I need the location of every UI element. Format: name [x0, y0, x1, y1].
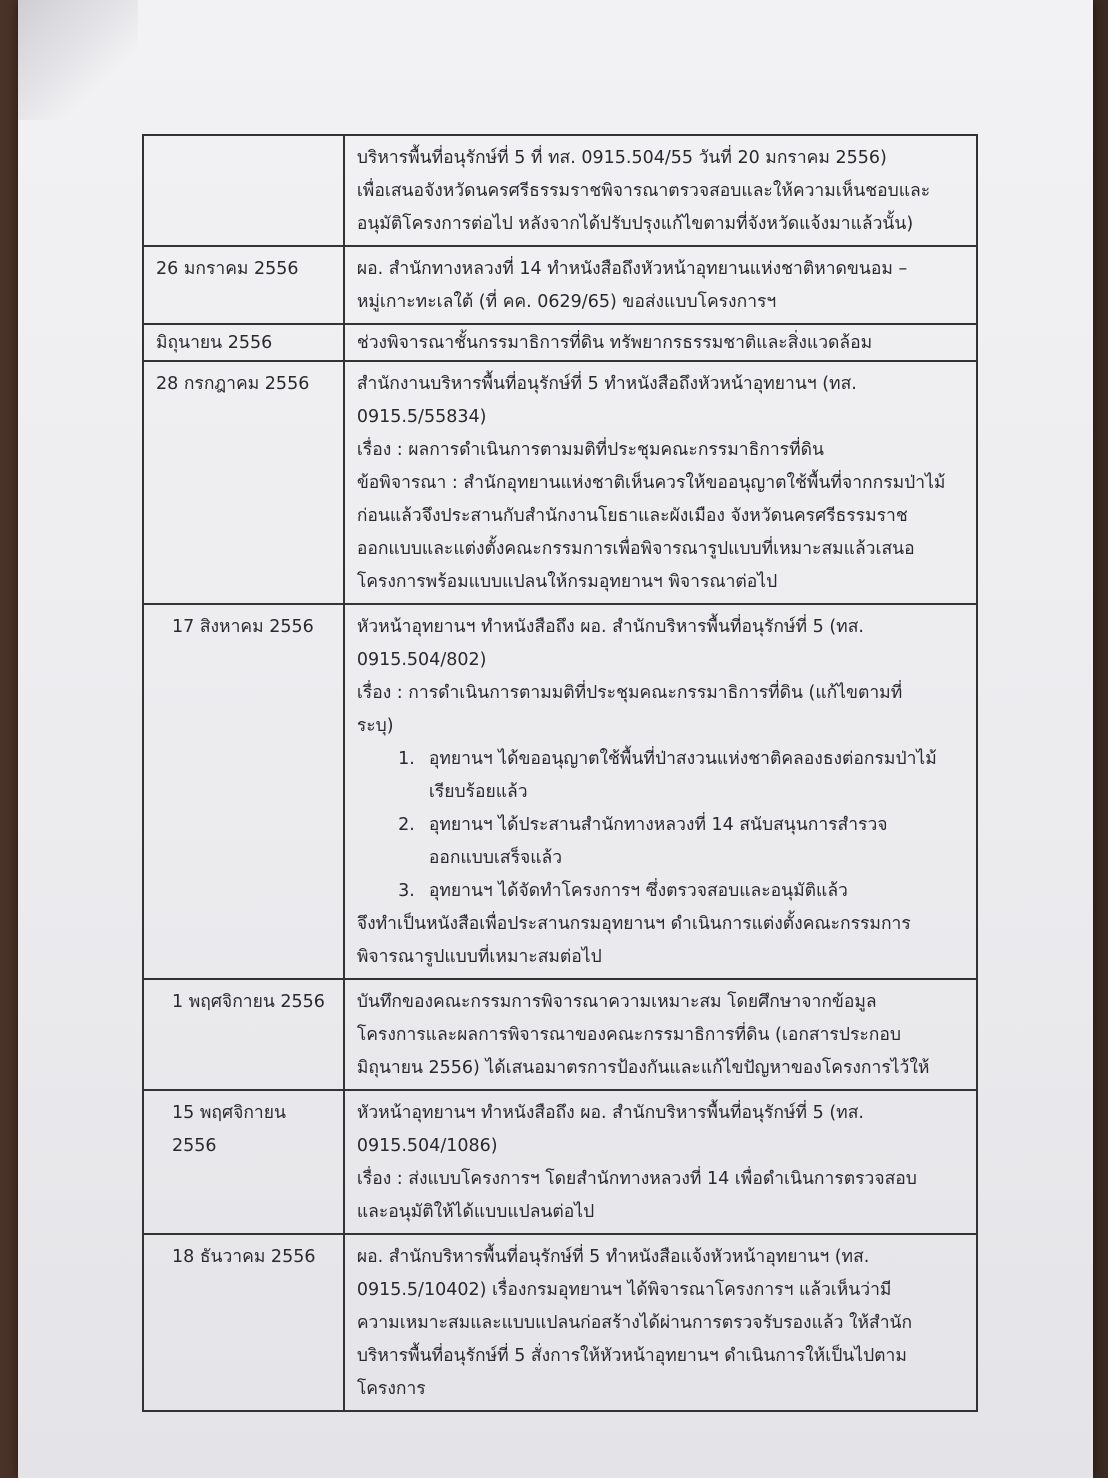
table-row — [143, 1090, 977, 1234]
detail-line: เรื่อง : การดำเนินการตามมติที่ประชุมคณะกรรมาธิการที่ดิน (แก้ไขตามที่ — [356, 683, 903, 703]
detail-line: โครงการ — [356, 1379, 426, 1399]
detail-line: บริหารพื้นที่อนุรักษ์ที่ 5 ที่ ทส. 0915.504/55 วันที่ 20 มกราคม 2556) — [356, 148, 887, 168]
detail-line: และอนุมัติให้ได้แบบแปลนต่อไป — [356, 1202, 595, 1222]
date-cell — [143, 324, 344, 361]
detail-line: พิจารณารูปแบบที่เหมาะสมต่อไป — [356, 947, 602, 967]
detail-line: หัวหน้าอุทยานฯ ทำหนังสือถึง ผอ. สำนักบริหารพื้นที่อนุรักษ์ที่ 5 (ทส. — [356, 617, 864, 637]
detail-line: 0915.504/802) — [356, 650, 487, 670]
detail-line: เรื่อง : ส่งแบบโครงการฯ โดยสำนักทางหลวงที่ 14 เพื่อดำเนินการตรวจสอบ — [356, 1169, 917, 1189]
detail-cell — [344, 604, 977, 979]
table-row — [143, 604, 977, 979]
detail-cell — [344, 246, 977, 324]
date-cell — [143, 135, 344, 246]
detail-line: เรื่อง : ผลการดำเนินการตามมติที่ประชุมคณะกรรมาธิการที่ดิน — [356, 440, 824, 460]
date-text: 2556 — [172, 1136, 217, 1156]
list-item — [357, 875, 966, 908]
date-cell — [143, 1234, 344, 1411]
detail-line: อนุมัติโครงการต่อไป หลังจากได้ปรับปรุงแก้ไขตามที่จังหวัดแจ้งมาแล้วนั้น) — [356, 214, 914, 234]
detail-line: 0915.504/1086) — [356, 1136, 498, 1156]
list-item-line: อุทยานฯ ได้ประสานสำนักทางหลวงที่ 14 สนับสนุนการสำรวจ — [428, 815, 888, 835]
detail-line: เพื่อเสนอจังหวัดนครศรีธรรมราชพิจารณาตรวจสอบและให้ความเห็นชอบและ — [356, 181, 931, 201]
detail-line: ก่อนแล้วจึงประสานกับสำนักงานโยธาและผังเมือง จังหวัดนครศรีธรรมราช — [356, 506, 908, 526]
detail-line: ผอ. สำนักทางหลวงที่ 14 ทำหนังสือถึงหัวหน้าอุทยานแห่งชาติหาดขนอม – — [356, 259, 908, 279]
detail-line: โครงการและผลการพิจารณาของคณะกรรมาธิการที่ดิน (เอกสารประกอบ — [356, 1025, 901, 1045]
date-text: 1 พฤศจิกายน 2556 — [172, 992, 325, 1012]
list-item-line: เรียบร้อยแล้ว — [428, 782, 528, 802]
list-item — [357, 809, 966, 875]
date-text: 18 ธันวาคม 2556 — [172, 1247, 316, 1267]
date-cell — [143, 604, 344, 979]
list-number: 2. — [398, 815, 415, 835]
list-item-line: ออกแบบเสร็จแล้ว — [428, 848, 563, 868]
list-number: 3. — [398, 881, 415, 901]
detail-line: ช่วงพิจารณาชั้นกรรมาธิการที่ดิน ทรัพยากรธรรมชาติและสิ่งแวดล้อม — [356, 333, 873, 353]
numbered-list — [357, 743, 966, 908]
page-fold-corner — [18, 0, 138, 120]
date-text: 15 พฤศจิกายน — [172, 1103, 286, 1123]
detail-cell — [344, 324, 977, 361]
detail-line: ผอ. สำนักบริหารพื้นที่อนุรักษ์ที่ 5 ทำหนังสือแจ้งหัวหน้าอุทยานฯ (ทส. — [356, 1247, 870, 1267]
detail-line: สำนักงานบริหารพื้นที่อนุรักษ์ที่ 5 ทำหนังสือถึงหัวหน้าอุทยานฯ (ทส. — [356, 374, 857, 394]
list-item — [357, 743, 966, 809]
table-row — [143, 361, 977, 604]
detail-line: 0915.5/10402) เรื่องกรมอุทยานฯ ได้พิจารณาโครงการฯ แล้วเห็นว่ามี — [356, 1280, 892, 1300]
detail-cell — [344, 1234, 977, 1411]
table-row — [143, 246, 977, 324]
timeline-table — [142, 134, 978, 1412]
detail-cell — [344, 361, 977, 604]
date-cell — [143, 979, 344, 1090]
date-cell — [143, 1090, 344, 1234]
detail-line: บริหารพื้นที่อนุรักษ์ที่ 5 สั่งการให้หัวหน้าอุทยานฯ ดำเนินการให้เป็นไปตาม — [356, 1346, 907, 1366]
table-row — [143, 324, 977, 361]
list-item-line: อุทยานฯ ได้ขออนุญาตใช้พื้นที่ป่าสงวนแห่งชาติคลองธงต่อกรมป่าไม้ — [428, 749, 937, 769]
detail-line: หัวหน้าอุทยานฯ ทำหนังสือถึง ผอ. สำนักบริหารพื้นที่อนุรักษ์ที่ 5 (ทส. — [356, 1103, 864, 1123]
detail-line: จึงทำเป็นหนังสือเพื่อประสานกรมอุทยานฯ ดำเนินการแต่งตั้งคณะกรรมการ — [356, 914, 911, 934]
date-cell — [143, 361, 344, 604]
detail-line: มิถุนายน 2556) ได้เสนอมาตรการป้องกันและแก้ไขปัญหาของโครงการไว้ให้ — [356, 1058, 930, 1078]
detail-line: ความเหมาะสมและแบบแปลนก่อสร้างได้ผ่านการตรวจรับรองแล้ว ให้สำนัก — [356, 1313, 913, 1333]
list-item-line: อุทยานฯ ได้จัดทำโครงการฯ ซึ่งตรวจสอบและอนุมัติแล้ว — [428, 881, 848, 901]
date-text: มิถุนายน 2556 — [156, 333, 273, 353]
table-row — [143, 979, 977, 1090]
date-cell — [143, 246, 344, 324]
list-number: 1. — [398, 749, 415, 769]
detail-line: โครงการพร้อมแบบแปลนให้กรมอุทยานฯ พิจารณาต่อไป — [356, 572, 778, 592]
detail-line: ระบุ) — [356, 716, 394, 736]
date-text: 28 กรกฎาคม 2556 — [156, 374, 310, 394]
table-row — [143, 1234, 977, 1411]
detail-cell — [344, 1090, 977, 1234]
detail-cell — [344, 135, 977, 246]
detail-line: บันทึกของคณะกรรมการพิจารณาความเหมาะสม โดยศึกษาจากข้อมูล — [356, 992, 877, 1012]
detail-line: หมู่เกาะทะเลใต้ (ที่ คค. 0629/65) ขอส่งแบบโครงการฯ — [356, 292, 777, 312]
date-text: 26 มกราคม 2556 — [156, 259, 299, 279]
table-row — [143, 135, 977, 246]
detail-line: ข้อพิจารณา : สำนักอุทยานแห่งชาติเห็นควรให้ขออนุญาตใช้พื้นที่จากกรมป่าไม้ — [356, 473, 946, 493]
detail-line: ออกแบบและแต่งตั้งคณะกรรมการเพื่อพิจารณารูปแบบที่เหมาะสมแล้วเสนอ — [356, 539, 915, 559]
detail-line: 0915.5/55834) — [356, 407, 487, 427]
date-text: 17 สิงหาคม 2556 — [172, 617, 314, 637]
detail-cell — [344, 979, 977, 1090]
